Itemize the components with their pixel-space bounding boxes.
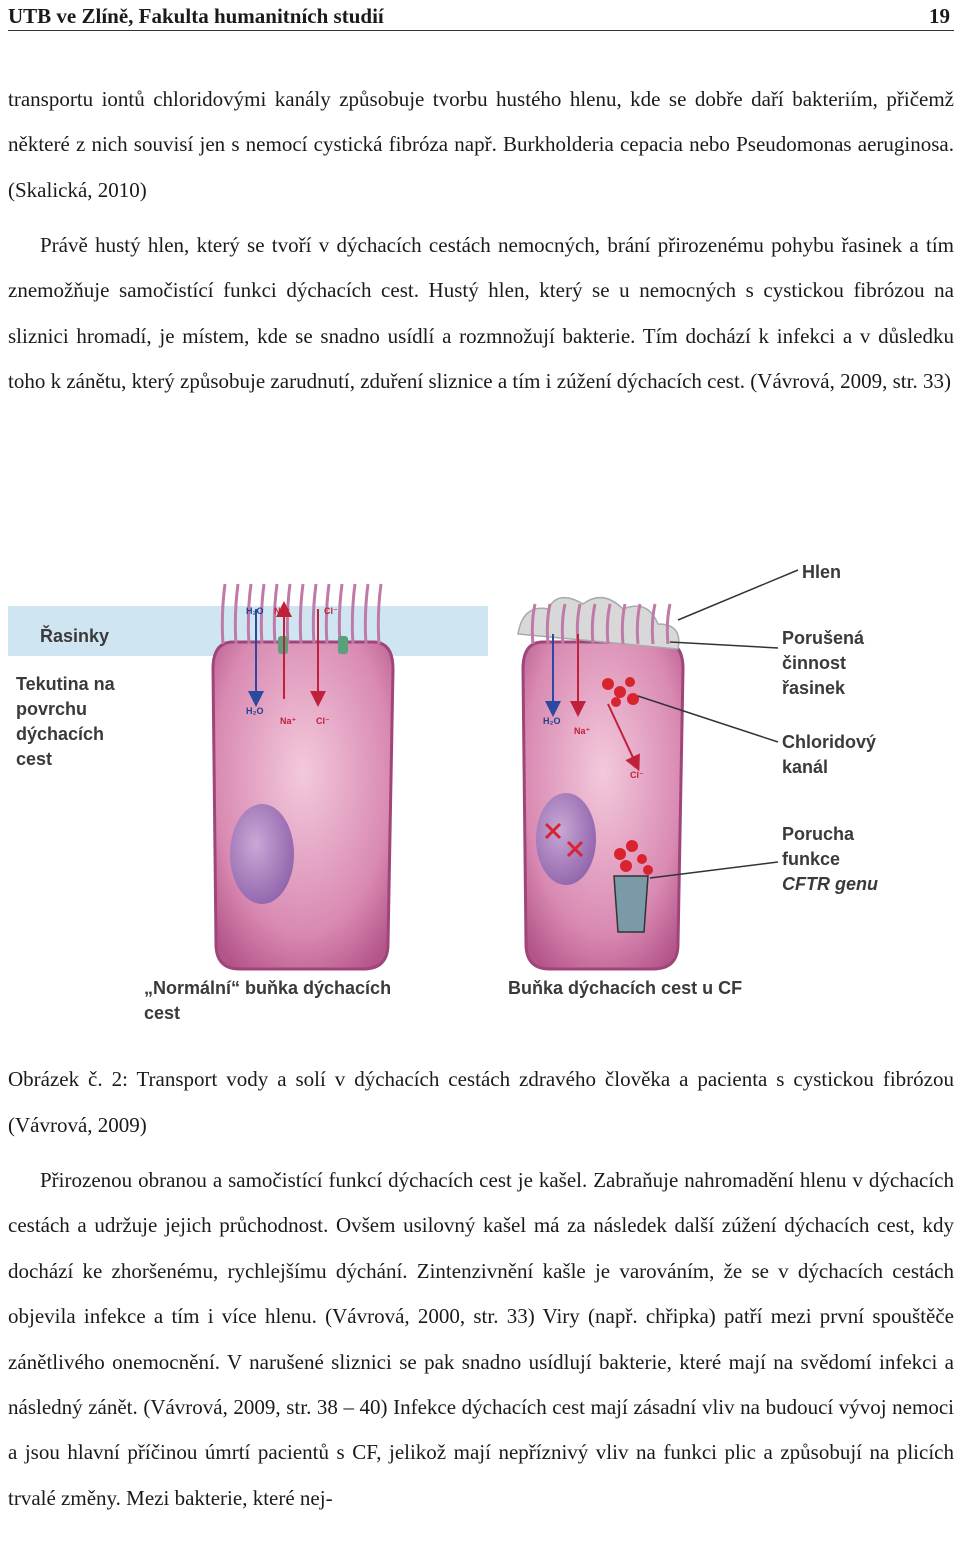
- label-porucha-3: CFTR genu: [782, 874, 878, 894]
- paragraph-3: [8, 1158, 954, 1521]
- page-header: [8, 0, 954, 31]
- cf-ion-cl: Cl⁻: [630, 770, 644, 780]
- label-tekutina-1: Tekutina na: [16, 674, 115, 694]
- label-porucha-1: Porucha: [782, 824, 855, 844]
- ion-h2o-bottom: H₂O: [246, 706, 264, 716]
- label-tekutina-2: povrchu: [16, 699, 88, 719]
- ion-cl-bottom: Cl⁻: [316, 716, 330, 726]
- ion-na-top: Na⁺: [274, 606, 291, 616]
- header-title: UTB ve Zlíně, Fakulta humanitních studií: [8, 4, 384, 28]
- page-number: 19: [929, 4, 950, 28]
- cf-nucleus: [536, 793, 596, 885]
- label-porusena-3: řasinek: [782, 678, 846, 698]
- normal-cell: [213, 642, 393, 969]
- cf-ion-h2o: H₂O: [543, 716, 561, 726]
- label-tekutina-3: dýchacích: [16, 724, 105, 744]
- paragraph-3-text: Přirozenou obranou a samočistící funkcí dýchacích cest je kašel. Zabraňuje nahromadění hlenu v dýchacích cestách a udržuje jejich průchodnost. Ovšem usilovný kašel má za následek další zúžení dýchacích cest, kdy dochází ke zhoršenému, rychlejšímu dýchání. Zintenzivnění kašle je varováním, že se v dýchacích cestách objevila infekce a tím i více hlenu. (Vávrová, 2000, str. 33) Viry (např. chřipka) patří mezi první spouštěče zánětlivého onemocnění. V narušené sliznici se pak snadno usídlují bakterie, které mají na svědomí infekci a následný zánět. (Vávrová, 2009, str. 38 – 40) Infekce dýchacích cest mají zásadní vliv na budoucí vývoj nemoci a jsou hlavní příčinou úmrtí pacientů s CF, jelikož mají nepříznivý vliv na funkci plic a způsobují na plicích trvalé změny. Mezi bakterie, které nej-: [8, 1168, 954, 1510]
- cf-ion-na: Na⁺: [574, 726, 591, 736]
- label-cf-cell: Buňka dýchacích cest u CF: [508, 978, 743, 998]
- ion-cl-top: Cl⁻: [324, 606, 338, 616]
- label-normal-cell-1: „Normální“ buňka dýchacích: [144, 978, 392, 998]
- label-chloridovy-2: kanál: [782, 757, 829, 777]
- cf-cell-figure: [8, 524, 928, 1034]
- label-hlen: Hlen: [802, 562, 842, 582]
- label-rasinky: Řasinky: [40, 626, 110, 646]
- label-porucha-2: funkce: [782, 849, 841, 869]
- paragraph-1: transportu iontů chloridovými kanály způsobuje tvorbu hustého hlenu, kde se dobře daří bakteriím, přičemž některé z nich souvisí jen s nemocí cystická fibróza např. Burkholderia cepacia nebo Pseudomonas aeruginosa. (Skalická, 2010): [8, 87, 954, 202]
- label-normal-cell-2: cest: [144, 1003, 181, 1023]
- normal-nucleus: [230, 804, 294, 904]
- ion-h2o-top: H₂O: [246, 606, 264, 616]
- label-porusena-1: Porušená: [782, 628, 865, 648]
- paragraph-2: [8, 223, 954, 405]
- label-chloridovy-1: Chloridový: [782, 732, 877, 752]
- figure-caption: Obrázek č. 2: Transport vody a solí v dýchacích cestách zdravého člověka a pacienta s cystickou fibrózou (Vávrová, 2009): [8, 1067, 954, 1137]
- trash-bin: [614, 876, 648, 932]
- label-porusena-2: činnost: [782, 653, 847, 673]
- label-tekutina-4: cest: [16, 749, 53, 769]
- ion-na-bottom: Na⁺: [280, 716, 297, 726]
- paragraph-2-text: Právě hustý hlen, který se tvoří v dýchacích cestách nemocných, brání přirozenému pohybu řasinek a tím znemožňuje samočistící funkci dýchacích cest. Hustý hlen, který se u nemocných s cystickou fibrózou na sliznici hromadí, je místem, kde se snadno usídlí a rozmnožují bakterie. Tím dochází k infekci a v důsledku toho k zánětu, který způsobuje zarudnutí, zduření sliznice a tím i zúžení dýchacích cest. (Vávrová, 2009, str. 33): [8, 233, 954, 394]
